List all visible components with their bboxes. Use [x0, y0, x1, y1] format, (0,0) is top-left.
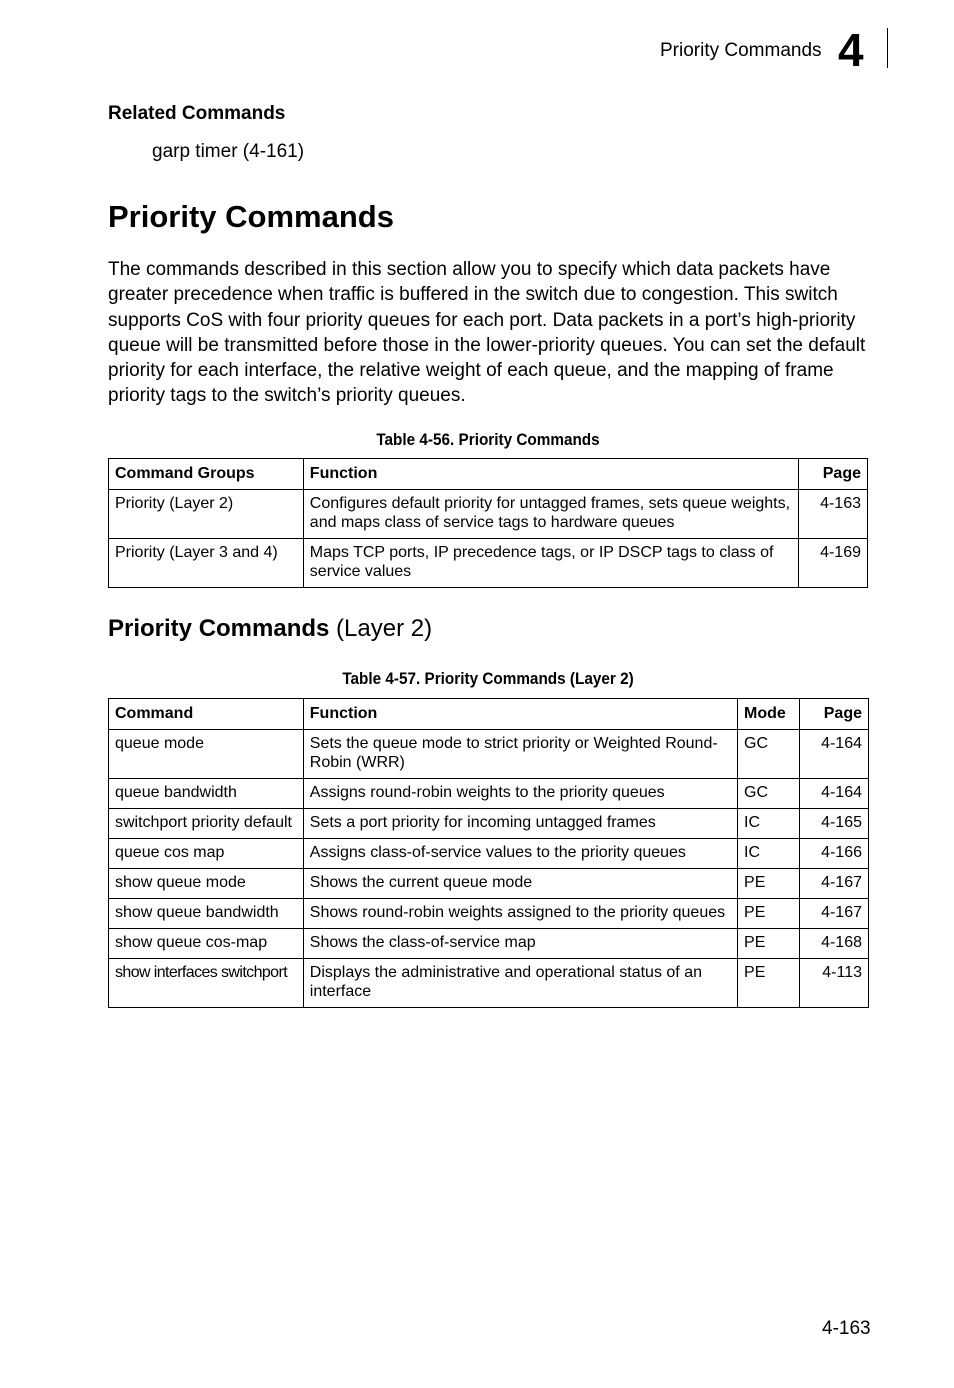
- related-command-link[interactable]: garp timer (4-161): [152, 141, 305, 162]
- mode-cell: PE: [738, 959, 800, 1008]
- function-cell: Maps TCP ports, IP precedence tags, or IP DSCP tags to class of service values: [303, 539, 798, 588]
- command-group-cell: Priority (Layer 2): [109, 490, 304, 539]
- mode-cell: PE: [738, 929, 800, 959]
- command-cell: queue mode: [109, 730, 304, 779]
- page-reference-link[interactable]: 4-164: [800, 779, 869, 809]
- function-cell: Sets the queue mode to strict priority or Weighted Round-Robin (WRR): [303, 730, 737, 779]
- subsection-title-suffix: (Layer 2): [329, 615, 433, 642]
- mode-cell: PE: [738, 869, 800, 899]
- function-cell: Shows the class-of-service map: [303, 929, 737, 959]
- function-cell: Assigns class-of-service values to the priority queues: [303, 839, 737, 869]
- column-header: Function: [303, 459, 798, 490]
- column-header: Page: [799, 459, 868, 490]
- mode-cell: GC: [738, 779, 800, 809]
- table-caption-4-57: Table 4-57. Priority Commands (Layer 2): [342, 669, 634, 688]
- table-row: [109, 779, 869, 809]
- command-cell: queue bandwidth: [109, 779, 304, 809]
- priority-command-groups-table: [108, 458, 868, 588]
- table-row: [109, 899, 869, 929]
- priority-layer2-commands-table: [108, 698, 869, 1008]
- table-row: [109, 730, 869, 779]
- mode-cell: GC: [738, 730, 800, 779]
- table-header-row: [109, 699, 869, 730]
- column-header: Command Groups: [109, 459, 304, 490]
- section-intro-paragraph: The commands described in this section allow you to specify which data packets have greater precedence when traffic is buffered in the switch due to congestion. This switch supports CoS with four priority queues for each port. Data packets in a port’s high-priority queue will be transmitted before those in the lower-priority queues. You can set the default priority for each interface, the relative weight of each queue, and the mapping of frame priority tags to the switch’s priority queues.: [108, 259, 866, 407]
- function-cell: Shows round-robin weights assigned to the priority queues: [303, 899, 737, 929]
- page-reference-link[interactable]: 4-113: [800, 959, 869, 1008]
- table-caption-4-56: Table 4-56. Priority Commands: [376, 430, 600, 449]
- page-number: 4-163: [822, 1318, 871, 1339]
- page-reference-link[interactable]: 4-163: [799, 490, 868, 539]
- related-commands-heading: Related Commands: [108, 103, 286, 124]
- page-reference-link[interactable]: 4-165: [800, 809, 869, 839]
- function-cell: Sets a port priority for incoming untagged frames: [303, 809, 737, 839]
- command-cell: show queue cos-map: [109, 929, 304, 959]
- mode-cell: IC: [738, 839, 800, 869]
- function-cell: Configures default priority for untagged frames, sets queue weights, and maps class of service tags to hardware queues: [303, 490, 798, 539]
- function-cell: Assigns round-robin weights to the priority queues: [303, 779, 737, 809]
- function-cell: Displays the administrative and operational status of an interface: [303, 959, 737, 1008]
- table-row: [109, 490, 868, 539]
- column-header: Mode: [738, 699, 800, 730]
- subsection-title-bold: Priority Commands: [108, 615, 330, 642]
- page-reference-link[interactable]: 4-164: [800, 730, 869, 779]
- table-row: [109, 539, 868, 588]
- table-header-row: [109, 459, 868, 490]
- table-row: [109, 959, 869, 1008]
- subsection-title: [108, 615, 432, 643]
- command-cell: show interfaces switchport: [109, 959, 304, 1008]
- function-cell: Shows the current queue mode: [303, 869, 737, 899]
- mode-cell: IC: [738, 809, 800, 839]
- column-header: Command: [109, 699, 304, 730]
- column-header: Page: [800, 699, 869, 730]
- page-reference-link[interactable]: 4-167: [800, 899, 869, 929]
- page-reference-link[interactable]: 4-167: [800, 869, 869, 899]
- command-cell: show queue mode: [109, 869, 304, 899]
- column-header: Function: [303, 699, 737, 730]
- table-row: [109, 929, 869, 959]
- page-reference-link[interactable]: 4-168: [800, 929, 869, 959]
- mode-cell: PE: [738, 899, 800, 929]
- table-row: [109, 809, 869, 839]
- page-reference-link[interactable]: 4-166: [800, 839, 869, 869]
- command-cell: switchport priority default: [109, 809, 304, 839]
- table-row: [109, 839, 869, 869]
- command-cell: show queue bandwidth: [109, 899, 304, 929]
- command-group-cell: Priority (Layer 3 and 4): [109, 539, 304, 588]
- running-header-title: Priority Commands: [660, 40, 822, 61]
- section-title: Priority Commands: [108, 199, 394, 234]
- chapter-number: 4: [838, 24, 864, 76]
- page-reference-link[interactable]: 4-169: [799, 539, 868, 588]
- table-row: [109, 869, 869, 899]
- command-cell: queue cos map: [109, 839, 304, 869]
